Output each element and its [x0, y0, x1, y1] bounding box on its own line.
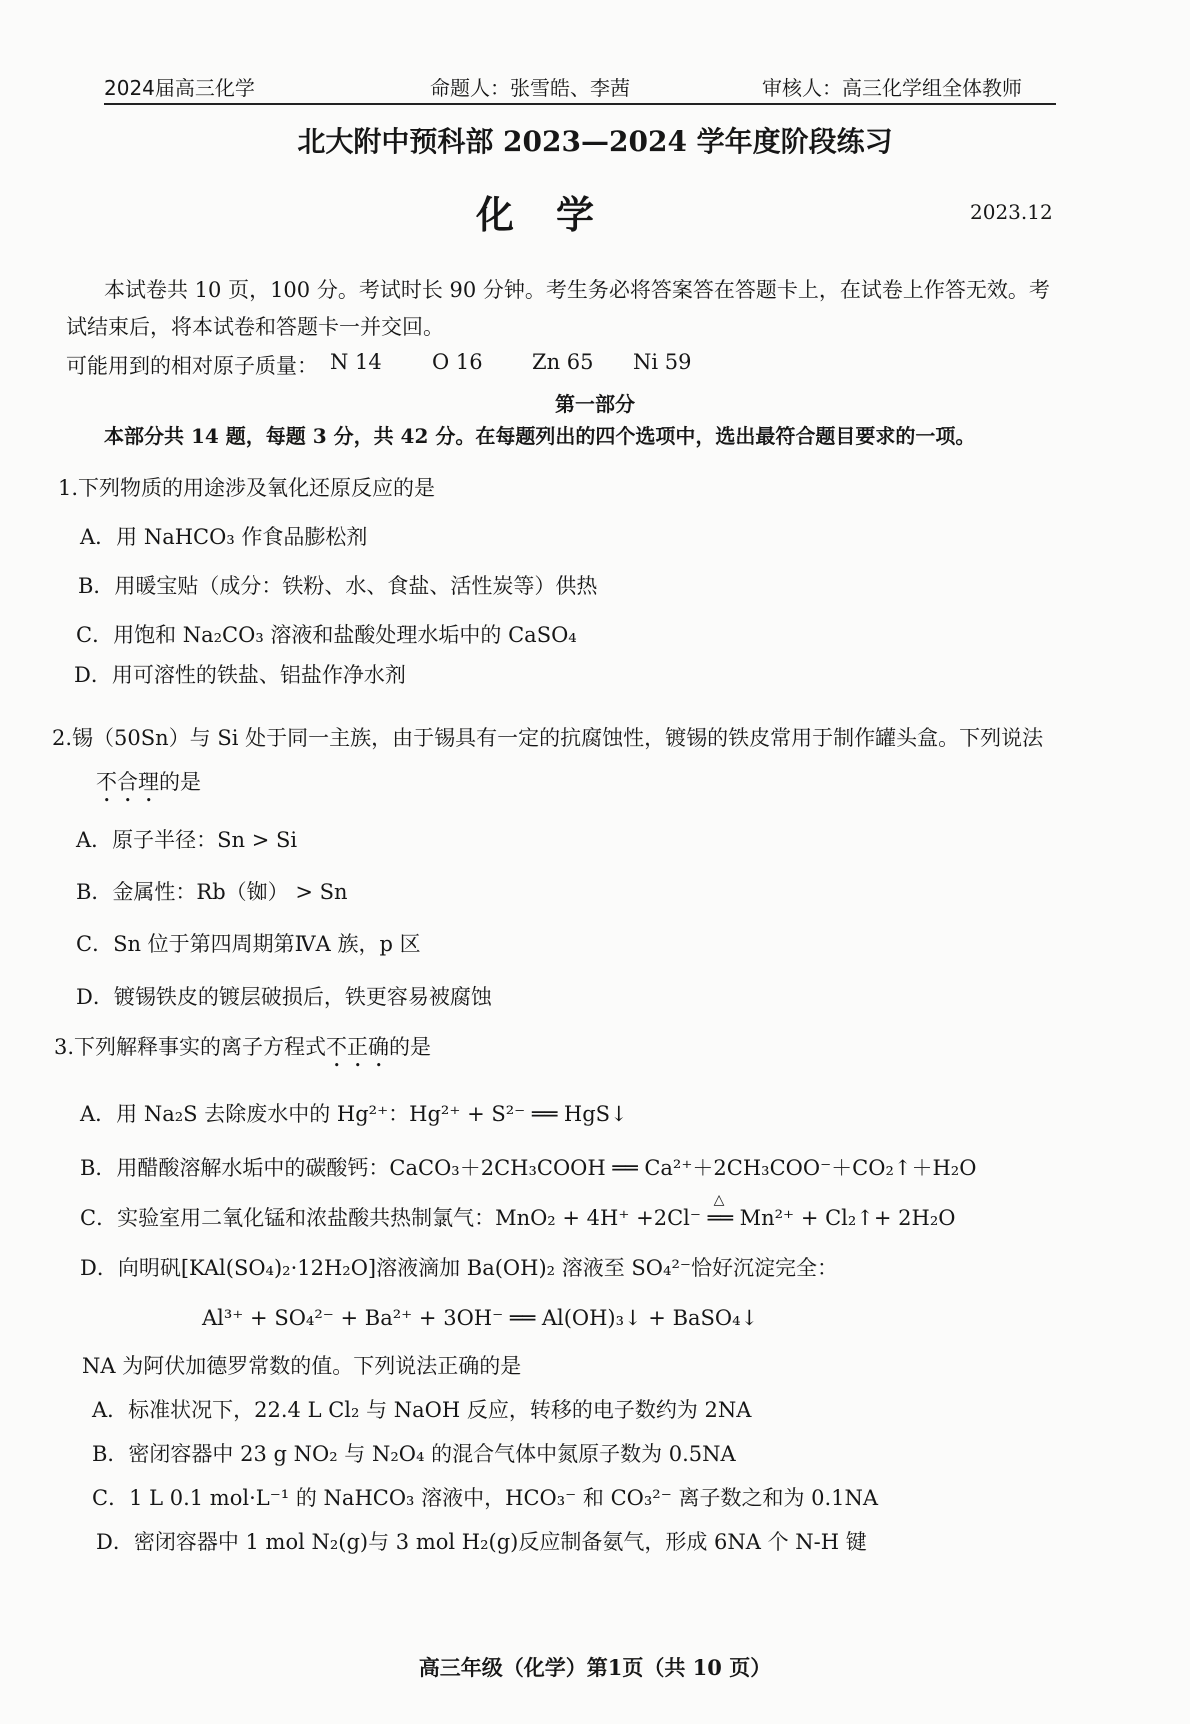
q2-option-c: C．Sn 位于第四周期第ⅣA 族，p 区: [76, 932, 421, 956]
q2-stem-body: ）与 Si 处于同一主族，由于锡具有一定的抗腐蚀性，镀锡的铁皮常用于制作罐头盒。下列说法: [168, 726, 1044, 750]
q3-option-c-right: Mn²⁺ + Cl₂↑+ 2H₂O: [739, 1206, 956, 1230]
q4-option-b: B．密闭容器中 23 g NO₂ 与 N₂O₄ 的混合气体中氮原子数为 0.5NA: [92, 1442, 736, 1466]
subject-title: 化学: [476, 192, 637, 237]
q2-option-b: B．金属性：Rb（铷） > Sn: [76, 880, 348, 904]
q3-option-c-left: C．实验室用二氧化锰和浓盐酸共热制氯气：MnO₂ + 4H⁺ +2Cl⁻: [80, 1206, 701, 1230]
q1-option-b: B．用暖宝贴（成分：铁粉、水、食盐、活性炭等）供热: [78, 574, 598, 598]
heat-symbol: △: [713, 1192, 725, 1208]
q2-stem-tail: 的是: [159, 770, 201, 794]
q3-option-d-equation: Al³⁺ + SO₄²⁻ + Ba²⁺ + 3OH⁻ ══ Al(OH)₃↓ + BaSO₄↓: [202, 1306, 759, 1330]
intro-line-1: 本试卷共 10 页，100 分。考试时长 90 分钟。考生务必将答案答在答题卡上，在试卷上作答无效。考: [104, 278, 1050, 302]
q1-stem: 1.下列物质的用途涉及氧化还原反应的是: [58, 476, 436, 500]
q4-option-a: A．标准状况下，22.4 L Cl₂ 与 NaOH 反应，转移的电子数约为 2NA: [92, 1398, 752, 1422]
q3-stem-tail: 的是: [389, 1035, 432, 1059]
q3-emphasis: 不正确: [326, 1035, 390, 1059]
header-rule: [104, 103, 1056, 105]
atomic-mass-n: N 14: [330, 350, 382, 374]
q2-stem-sn: 50Sn: [114, 726, 169, 750]
q1-option-c: C．用饱和 Na₂CO₃ 溶液和盐酸处理水垢中的 CaSO₄: [76, 623, 577, 647]
intro-line-2: 试结束后，将本试卷和答题卡一并交回。: [66, 315, 444, 339]
part1-instructions: 本部分共 14 题，每题 3 分，共 42 分。在每题列出的四个选项中，选出最符合题目要求的一项。: [104, 424, 976, 448]
q1-option-d: D．用可溶性的铁盐、铝盐作净水剂: [74, 663, 406, 687]
header-left: 2024届高三化学: [104, 76, 255, 100]
atomic-mass-label: 可能用到的相对原子质量：: [66, 354, 318, 378]
q2-stem-prefix: 2.锡（: [52, 726, 115, 750]
q3-option-d: D．向明矾[KAl(SO₄)₂·12H₂O]溶液滴加 Ba(OH)₂ 溶液至 SO₄²⁻恰好沉淀完全：: [80, 1256, 838, 1280]
q4-option-c: C．1 L 0.1 mol·L⁻¹ 的 NaHCO₃ 溶液中，HCO₃⁻ 和 CO₃²⁻ 离子数之和为 0.1NA: [92, 1486, 879, 1510]
q4-stem: NA 为阿伏加德罗常数的值。下列说法正确的是: [82, 1354, 522, 1378]
q2-emphasis: 不合理: [96, 770, 159, 794]
q3-stem-prefix: 3.下列解释事实的离子方程式: [54, 1035, 327, 1059]
q4-option-d: D．密闭容器中 1 mol N₂(g)与 3 mol H₂(g)反应制备氨气，形成 6NA 个 N-H 键: [96, 1530, 867, 1554]
q3-option-a: A．用 Na₂S 去除废水中的 Hg²⁺：Hg²⁺ + S²⁻ ══ HgS↓: [80, 1102, 628, 1126]
header-right: 审核人：高三化学组全体教师: [762, 76, 1022, 100]
heat-arrow: [707, 1192, 733, 1230]
q1-option-a: A．用 NaHCO₃ 作食品膨松剂: [80, 525, 368, 549]
page-title: 北大附中预科部 2023—2024 学年度阶段练习: [297, 125, 893, 158]
exam-date: 2023.12: [970, 200, 1053, 224]
q3-stem: [54, 1031, 431, 1072]
part1-heading: 第一部分: [555, 392, 635, 416]
q2-option-a: A．原子半径：Sn > Si: [76, 828, 298, 852]
header-middle: 命题人：张雪皓、李茜: [430, 76, 630, 100]
q2-stem-line-1: [52, 722, 1043, 752]
q3-option-b: B．用醋酸溶解水垢中的碳酸钙：CaCO₃＋2CH₃COOH ══ Ca²⁺＋2CH₃COO⁻＋CO₂↑＋H₂O: [80, 1156, 977, 1180]
q3-option-c: [80, 1192, 956, 1232]
atomic-mass-zn: Zn 65: [532, 350, 594, 374]
page-footer: 高三年级（化学）第1页（共 10 页）: [418, 1655, 772, 1680]
equals-arrow: ══: [707, 1206, 733, 1230]
atomic-mass-o: O 16: [432, 350, 483, 374]
q2-stem-line-2: [96, 766, 201, 807]
atomic-mass-ni: Ni 59: [633, 350, 692, 374]
q2-option-d: D．镀锡铁皮的镀层破损后，铁更容易被腐蚀: [76, 985, 492, 1009]
